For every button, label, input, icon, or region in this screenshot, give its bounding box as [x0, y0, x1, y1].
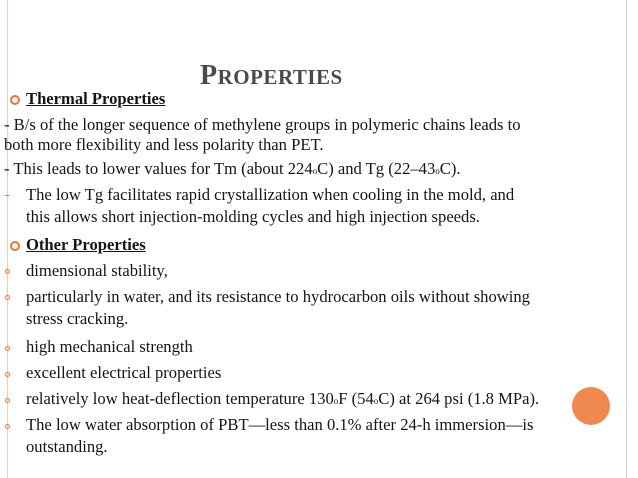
thermal-line-1: - B/s of the longer sequence of methylene groups in polymeric chains leads to [4, 115, 521, 134]
right-frame-line [626, 0, 627, 478]
thermal-line-3: - This leads to lower values for Tm (about 224$^o$C) and Tg (22–43$^o$C). [4, 159, 461, 178]
other-item-2a: particularly in water, and its resistance to hydrocarbon oils without showing [26, 287, 530, 306]
thermal-heading: Thermal Properties [26, 89, 166, 108]
thermal-line-4: The low Tg facilitates rapid crystallization when cooling in the mold, and [26, 185, 515, 204]
thermal-line-2: both more flexibility and less polarity than PET. [4, 135, 324, 154]
thermal-line-5: this allows short injection-molding cycles and high injection speeds. [26, 207, 480, 226]
circle-bullet-icon [5, 398, 10, 403]
slide-title: PROPERTIES [200, 60, 343, 91]
circle-bullet-icon [5, 269, 10, 274]
circle-bullet-icon [5, 346, 10, 351]
heading-bullet-icon [10, 241, 20, 251]
other-item-5: relatively low heat-deflection temperature 130$^o$F (54$^o$C) at 264 psi (1.8 MPa). [26, 389, 540, 408]
circle-bullet-icon [5, 295, 10, 300]
other-item-4: excellent electrical properties [26, 363, 222, 382]
other-item-3: high mechanical strength [26, 337, 193, 356]
other-item-1: dimensional stability, [26, 261, 168, 280]
dash-bullet-icon [5, 195, 9, 196]
other-item-2b: stress cracking. [26, 309, 129, 328]
circle-bullet-icon [5, 372, 10, 377]
heading-bullet-icon [10, 95, 20, 105]
other-item-6b: outstanding. [26, 437, 108, 456]
accent-circle [572, 387, 610, 425]
left-frame-line [7, 0, 8, 478]
other-item-6a: The low water absorption of PBT—less than 0.1% after 24-h immersion—is [26, 415, 534, 434]
other-heading: Other Properties [26, 235, 146, 254]
circle-bullet-icon [5, 424, 10, 429]
